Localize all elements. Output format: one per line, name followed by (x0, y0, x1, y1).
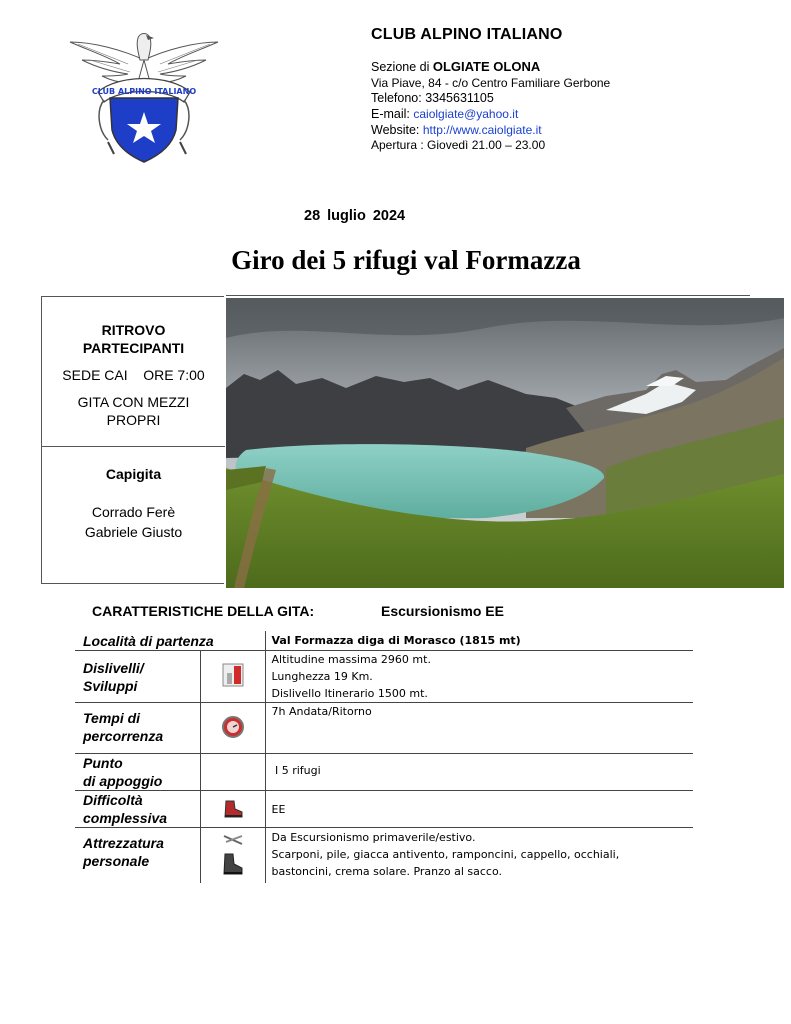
row-value: Altitudine massima 2960 mt. Lunghezza 19 Km. Dislivello Itinerario 1500 mt. (265, 651, 693, 703)
row-value: Val Formazza diga di Morasco (1815 mt) (265, 631, 693, 651)
poles-and-boot-icon (200, 828, 265, 884)
table-row (75, 651, 693, 703)
section-prefix: Sezione di (371, 60, 433, 74)
table-row (75, 791, 693, 828)
leaders-cell (42, 447, 225, 584)
logo-text: CLUB ALPINO ITALIANO (91, 87, 197, 96)
empty-icon-cell (200, 754, 265, 791)
row-value: 7h Andata/Ritorno (265, 703, 693, 754)
table-row (75, 631, 693, 651)
row-value: Da Escursionismo primaverile/estivo. Scarponi, pile, giacca antivento, ramponcini, cappello, occhiali, bastoncini, crema solare. Pranzo al sacco. (271, 831, 620, 878)
info-box (41, 296, 224, 584)
meeting-cell (42, 297, 225, 447)
section-name: OLGIATE OLONA (432, 59, 541, 74)
row-label: Località di partenza (75, 631, 265, 651)
meeting-heading-1: RITROVO (101, 322, 166, 338)
table-row (75, 754, 693, 791)
transport-line-1: GITA CON MEZZI (77, 394, 190, 410)
trip-date: 28 luglio 2024 (304, 208, 406, 224)
table-row (75, 703, 693, 754)
leader-name: Corrado Ferè (91, 504, 176, 520)
club-title: CLUB ALPINO ITALIANO (371, 26, 563, 43)
boot-icon (200, 791, 265, 828)
excursion-type: Escursionismo EE (381, 603, 504, 619)
address: Via Piave, 84 - c/o Centro Familiare Gerbone (371, 76, 611, 90)
characteristics-table (75, 631, 693, 883)
row-label: Tempi di percorrenza (75, 703, 200, 754)
email-label: E-mail: (371, 107, 414, 121)
transport-line-2: PROPRI (106, 412, 161, 428)
landscape-photo (226, 298, 784, 588)
row-value: I 5 rifugi (265, 754, 693, 791)
elevation-chart-icon (200, 651, 265, 703)
clock-icon (200, 703, 265, 754)
top-divider (226, 295, 750, 296)
row-value: EE (265, 791, 693, 828)
page-title: Giro dei 5 rifugi val Formazza (231, 245, 581, 275)
phone: Telefono: 3345631105 (371, 91, 494, 105)
characteristics-heading: CARATTERISTICHE DELLA GITA: (92, 603, 315, 619)
row-label: Difficoltà complessiva (75, 791, 200, 828)
meeting-heading-2: PARTECIPANTI (82, 340, 185, 356)
meeting-place-time: SEDE CAI ORE 7:00 (62, 367, 205, 383)
email-line (371, 106, 518, 122)
website-line (371, 122, 542, 138)
website-link[interactable]: http://www.caiolgiate.it (422, 123, 542, 137)
leaders-heading: Capigita (105, 466, 162, 482)
row-label: Punto di appoggio (75, 754, 200, 791)
row-label: Attrezzatura personale (83, 835, 164, 869)
cai-logo (68, 30, 220, 165)
opening-hours: Apertura : Giovedì 21.00 – 23.00 (371, 138, 546, 152)
website-label: Website: (371, 123, 423, 137)
email-link[interactable]: caiolgiate@yahoo.it (413, 107, 519, 121)
section-line (371, 59, 540, 75)
row-label: Dislivelli/ Sviluppi (75, 651, 200, 703)
table-row (75, 828, 693, 884)
leader-name: Gabriele Giusto (84, 524, 183, 540)
